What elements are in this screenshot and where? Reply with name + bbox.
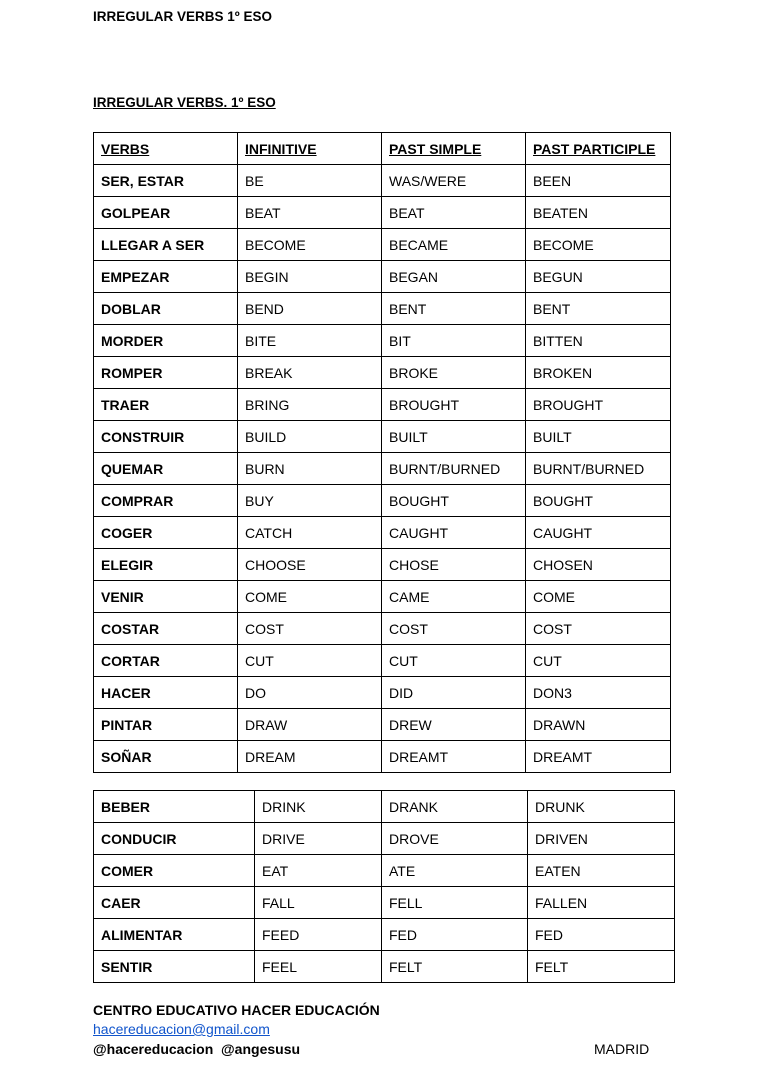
table-row bbox=[94, 421, 671, 453]
table-cell: BURNT/BURNED bbox=[526, 453, 671, 485]
column-header: INFINITIVE bbox=[238, 133, 382, 165]
table-cell: BECOME bbox=[526, 229, 671, 261]
table-cell: CAUGHT bbox=[382, 517, 526, 549]
spanish-verb-cell: COGER bbox=[94, 517, 238, 549]
table-cell: FELL bbox=[382, 887, 528, 919]
table-cell: CHOSE bbox=[382, 549, 526, 581]
table-cell: CATCH bbox=[238, 517, 382, 549]
table-row bbox=[94, 389, 671, 421]
table-cell: BOUGHT bbox=[526, 485, 671, 517]
table-cell: FEEL bbox=[255, 951, 382, 983]
table-cell: BURN bbox=[238, 453, 382, 485]
table-cell: BROUGHT bbox=[382, 389, 526, 421]
table-cell: DID bbox=[382, 677, 526, 709]
spanish-verb-cell: COMPRAR bbox=[94, 485, 238, 517]
table-cell: BIT bbox=[382, 325, 526, 357]
table-cell: CUT bbox=[238, 645, 382, 677]
table-row bbox=[94, 197, 671, 229]
table-row bbox=[94, 229, 671, 261]
table-row bbox=[94, 645, 671, 677]
table-cell: FED bbox=[528, 919, 675, 951]
table-cell: BEAT bbox=[238, 197, 382, 229]
table-row bbox=[94, 517, 671, 549]
table-cell: BOUGHT bbox=[382, 485, 526, 517]
table-cell: BEEN bbox=[526, 165, 671, 197]
table-row bbox=[94, 453, 671, 485]
table-cell: COST bbox=[382, 613, 526, 645]
table-cell: CHOSEN bbox=[526, 549, 671, 581]
table-row bbox=[94, 165, 671, 197]
page-header: IRREGULAR VERBS 1º ESO bbox=[93, 9, 272, 24]
table-cell: DREAMT bbox=[382, 741, 526, 773]
spanish-verb-cell: SOÑAR bbox=[94, 741, 238, 773]
spanish-verb-cell: CONSTRUIR bbox=[94, 421, 238, 453]
table-cell: FALL bbox=[255, 887, 382, 919]
table-cell: BENT bbox=[382, 293, 526, 325]
table-cell: BEAT bbox=[382, 197, 526, 229]
table-cell: BEATEN bbox=[526, 197, 671, 229]
table-cell: EAT bbox=[255, 855, 382, 887]
spanish-verb-cell: SENTIR bbox=[94, 951, 255, 983]
table-cell: BUILD bbox=[238, 421, 382, 453]
table-row bbox=[94, 855, 675, 887]
table-row bbox=[94, 293, 671, 325]
table-cell: DREAM bbox=[238, 741, 382, 773]
table-cell: WAS/WERE bbox=[382, 165, 526, 197]
table-cell: BROUGHT bbox=[526, 389, 671, 421]
table-cell: BUILT bbox=[526, 421, 671, 453]
table-cell: FED bbox=[382, 919, 528, 951]
spanish-verb-cell: ALIMENTAR bbox=[94, 919, 255, 951]
table-row bbox=[94, 613, 671, 645]
table-row bbox=[94, 919, 675, 951]
spanish-verb-cell: CAER bbox=[94, 887, 255, 919]
table-cell: BEGIN bbox=[238, 261, 382, 293]
table-cell: CUT bbox=[382, 645, 526, 677]
spanish-verb-cell: EMPEZAR bbox=[94, 261, 238, 293]
table-row bbox=[94, 261, 671, 293]
spanish-verb-cell: COSTAR bbox=[94, 613, 238, 645]
table-cell: BE bbox=[238, 165, 382, 197]
table-cell: COST bbox=[526, 613, 671, 645]
table-cell: BREAK bbox=[238, 357, 382, 389]
table-row bbox=[94, 887, 675, 919]
table-cell: BUILT bbox=[382, 421, 526, 453]
verbs-table-2 bbox=[93, 790, 675, 983]
table-cell: DRAWN bbox=[526, 709, 671, 741]
spanish-verb-cell: CONDUCIR bbox=[94, 823, 255, 855]
email-link[interactable]: hacereducacion@gmail.com bbox=[93, 1021, 270, 1037]
spanish-verb-cell: ELEGIR bbox=[94, 549, 238, 581]
table-cell: BROKEN bbox=[526, 357, 671, 389]
table-cell: BURNT/BURNED bbox=[382, 453, 526, 485]
table-cell: FEED bbox=[255, 919, 382, 951]
table-cell: DO bbox=[238, 677, 382, 709]
spanish-verb-cell: COMER bbox=[94, 855, 255, 887]
verbs-table-1 bbox=[93, 132, 671, 773]
spanish-verb-cell: SER, ESTAR bbox=[94, 165, 238, 197]
table-cell: BEGUN bbox=[526, 261, 671, 293]
table-cell: COME bbox=[526, 581, 671, 613]
table-cell: BITTEN bbox=[526, 325, 671, 357]
table-cell: DREAMT bbox=[526, 741, 671, 773]
spanish-verb-cell: MORDER bbox=[94, 325, 238, 357]
table-cell: CUT bbox=[526, 645, 671, 677]
table-cell: DRINK bbox=[255, 791, 382, 823]
table-cell: BUY bbox=[238, 485, 382, 517]
table-cell: BROKE bbox=[382, 357, 526, 389]
table-row bbox=[94, 357, 671, 389]
table-cell: DROVE bbox=[382, 823, 528, 855]
table-cell: DRAW bbox=[238, 709, 382, 741]
spanish-verb-cell: HACER bbox=[94, 677, 238, 709]
table-cell: BEND bbox=[238, 293, 382, 325]
table-cell: CAME bbox=[382, 581, 526, 613]
table-cell: DRIVEN bbox=[528, 823, 675, 855]
table-cell: EATEN bbox=[528, 855, 675, 887]
column-header: PAST PARTICIPLE bbox=[526, 133, 671, 165]
table-cell: BECOME bbox=[238, 229, 382, 261]
table-row bbox=[94, 709, 671, 741]
table-cell: COME bbox=[238, 581, 382, 613]
table-cell: BECAME bbox=[382, 229, 526, 261]
spanish-verb-cell: TRAER bbox=[94, 389, 238, 421]
table-cell: DRANK bbox=[382, 791, 528, 823]
table-cell: DREW bbox=[382, 709, 526, 741]
table-cell: COST bbox=[238, 613, 382, 645]
spanish-verb-cell: QUEMAR bbox=[94, 453, 238, 485]
spanish-verb-cell: DOBLAR bbox=[94, 293, 238, 325]
spanish-verb-cell: ROMPER bbox=[94, 357, 238, 389]
table-cell: DON3 bbox=[526, 677, 671, 709]
spanish-verb-cell: PINTAR bbox=[94, 709, 238, 741]
social-handles: @hacereducacion @angesusu bbox=[93, 1041, 301, 1057]
table-row bbox=[94, 741, 671, 773]
spanish-verb-cell: CORTAR bbox=[94, 645, 238, 677]
table-cell: ATE bbox=[382, 855, 528, 887]
table-cell: DRUNK bbox=[528, 791, 675, 823]
table-cell: FELT bbox=[528, 951, 675, 983]
spanish-verb-cell: BEBER bbox=[94, 791, 255, 823]
table-cell: FELT bbox=[382, 951, 528, 983]
table-cell: DRIVE bbox=[255, 823, 382, 855]
table-row bbox=[94, 951, 675, 983]
table-cell: CAUGHT bbox=[526, 517, 671, 549]
table-cell: FALLEN bbox=[528, 887, 675, 919]
spanish-verb-cell: GOLPEAR bbox=[94, 197, 238, 229]
table-header-row bbox=[94, 133, 671, 165]
table-row bbox=[94, 485, 671, 517]
table-cell: BITE bbox=[238, 325, 382, 357]
column-header: VERBS bbox=[94, 133, 238, 165]
table-row bbox=[94, 549, 671, 581]
city: MADRID bbox=[594, 1041, 650, 1057]
table-cell: BRING bbox=[238, 389, 382, 421]
table-cell: BENT bbox=[526, 293, 671, 325]
table-row bbox=[94, 581, 671, 613]
spanish-verb-cell: VENIR bbox=[94, 581, 238, 613]
spanish-verb-cell: LLEGAR A SER bbox=[94, 229, 238, 261]
column-header: PAST SIMPLE bbox=[382, 133, 526, 165]
table-row bbox=[94, 823, 675, 855]
table-row bbox=[94, 677, 671, 709]
table-row bbox=[94, 791, 675, 823]
document-title: IRREGULAR VERBS. 1º ESO bbox=[93, 95, 276, 110]
table-cell: BEGAN bbox=[382, 261, 526, 293]
table-row bbox=[94, 325, 671, 357]
table-cell: CHOOSE bbox=[238, 549, 382, 581]
school-name: CENTRO EDUCATIVO HACER EDUCACIÓN bbox=[93, 1002, 380, 1018]
